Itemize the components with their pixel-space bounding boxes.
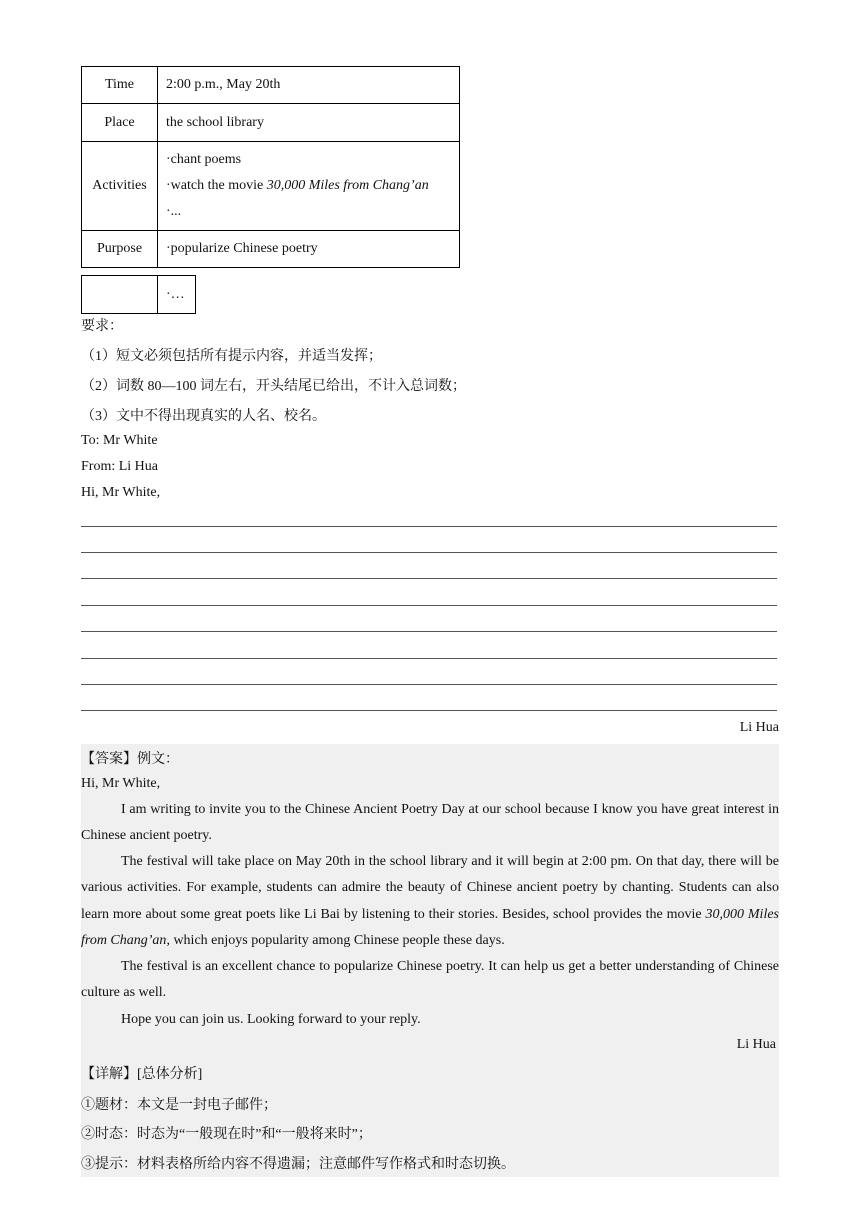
table-row-purpose xyxy=(82,231,460,268)
letter-signature: Li Hua xyxy=(739,720,779,735)
requirements-title: 要求： xyxy=(81,319,123,334)
letter-from: From: Li Hua xyxy=(81,459,158,474)
writing-line xyxy=(81,526,777,527)
answer-paragraph-3: The festival is an excellent chance to popularize Chinese poetry. It can help us get a better understanding of Chinese culture as well. xyxy=(81,959,779,1001)
letter-to: To: Mr White xyxy=(81,433,158,448)
requirement-item: （1）短文必须包括所有提示内容，并适当发挥； xyxy=(81,349,382,364)
writing-line xyxy=(81,552,777,553)
writing-line xyxy=(81,658,777,659)
analysis-item: ③提示：材料表格所给内容不得遗漏；注意邮件写作格式和时态切换。 xyxy=(81,1157,515,1172)
extra-value: ·… xyxy=(158,276,196,314)
time-value: 2:00 p.m., May 20th xyxy=(158,67,460,104)
activity-item: ·... xyxy=(166,204,182,219)
writing-line xyxy=(81,605,777,606)
activities-label: Activities xyxy=(82,142,158,231)
table-row-activities xyxy=(82,142,460,231)
paragraph-text: , which enjoys popularity among Chinese people these days. xyxy=(166,932,505,948)
activity-item: ·chant poems xyxy=(166,152,242,167)
activity-text: ·watch the movie xyxy=(166,178,267,193)
purpose-label: Purpose xyxy=(82,231,158,268)
writing-line xyxy=(81,631,777,632)
requirement-item: （2）词数 80—100 词左右，开头结尾已给出，不计入总词数； xyxy=(81,379,466,394)
analysis-heading: 【详解】[总体分析] xyxy=(81,1067,203,1082)
writing-line xyxy=(81,578,777,579)
answer-paragraph-2 xyxy=(81,849,779,954)
answer-heading: 【答案】例文： xyxy=(81,752,179,767)
table-row-place xyxy=(82,104,460,142)
analysis-item: ②时态：时态为“一般现在时”和“一般将来时”； xyxy=(81,1127,372,1142)
analysis-item: ①题材：本文是一封电子邮件； xyxy=(81,1098,277,1113)
movie-title: 30,000 Miles from Chang’an xyxy=(266,178,429,193)
time-label: Time xyxy=(82,67,158,104)
activity-item xyxy=(166,173,451,199)
requirement-item: （3）文中不得出现真实的人名、校名。 xyxy=(81,409,326,424)
writing-line xyxy=(81,684,777,685)
extra-table-row xyxy=(81,275,196,314)
extra-label xyxy=(82,276,158,314)
answer-paragraph-4: Hope you can join us. Looking forward to your reply. xyxy=(121,1012,421,1027)
place-value: the school library xyxy=(158,104,460,142)
movie-title: 30,000 Miles from Chang’an xyxy=(81,906,779,948)
info-table xyxy=(81,66,460,268)
purpose-value: ·popularize Chinese poetry xyxy=(158,231,460,268)
place-label: Place xyxy=(82,104,158,142)
letter-greeting: Hi, Mr White, xyxy=(81,485,161,500)
answer-signature: Li Hua xyxy=(736,1037,776,1052)
table-row-time xyxy=(82,67,460,104)
paragraph-text: The festival will take place on May 20th in the school library and it will begin at 2:00 pm. On that day, there will be various activities. For example, students can admire the beauty of Chinese ancient poetry by chanting. Students can also learn more about some great poets like Li Bai by listening to their stories. Besides, school provides the movie xyxy=(81,854,779,922)
answer-greeting: Hi, Mr White, xyxy=(81,776,161,791)
answer-paragraph-1: I am writing to invite you to the Chinese Ancient Poetry Day at our school because I know you have great interest in Chinese ancient poetry. xyxy=(81,802,779,844)
activities-value xyxy=(158,142,460,231)
writing-line xyxy=(81,710,777,711)
